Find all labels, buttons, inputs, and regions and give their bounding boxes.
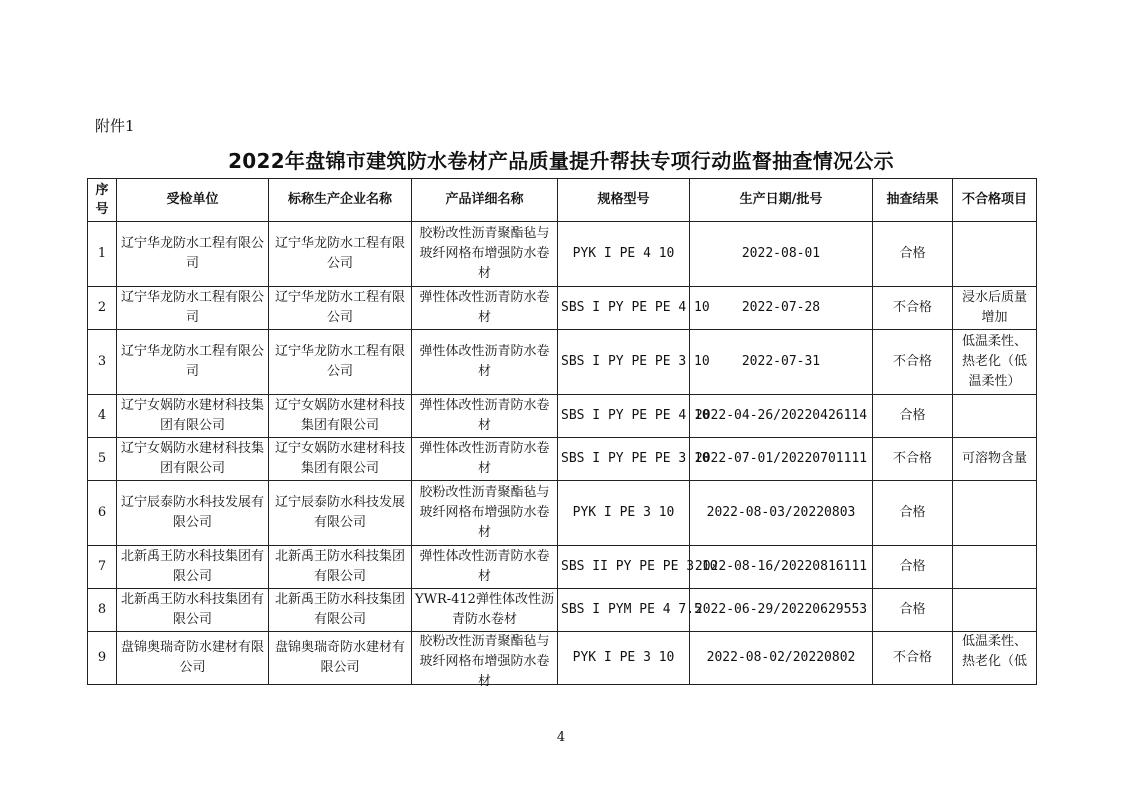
- cell-spec: PYK I PE 3 10: [558, 481, 690, 546]
- header-inspected-unit: 受检单位: [117, 179, 269, 222]
- cell-failed-items: 可溶物含量: [953, 438, 1037, 481]
- cell-date-batch: 2022-06-29/20220629553: [690, 589, 873, 632]
- cell-seq: 9: [88, 632, 117, 685]
- cell-date-batch: 2022-07-28: [690, 287, 873, 330]
- cell-result: 合格: [873, 222, 953, 287]
- table-row: [88, 395, 1037, 438]
- header-result: 抽查结果: [873, 179, 953, 222]
- cell-result: 合格: [873, 589, 953, 632]
- cell-result: 不合格: [873, 330, 953, 395]
- cell-manufacturer: 北新禹王防水科技集团有限公司: [269, 546, 412, 589]
- cell-date-batch: 2022-04-26/20220426114: [690, 395, 873, 438]
- cell-inspected-unit: 辽宁华龙防水工程有限公司: [117, 222, 269, 287]
- cell-product: 胶粉改性沥青聚酯毡与玻纤网格布增强防水卷材: [412, 222, 558, 287]
- cell-seq: 7: [88, 546, 117, 589]
- cell-spec: PYK I PE 4 10: [558, 222, 690, 287]
- attachment-label: 附件1: [95, 117, 135, 135]
- cell-failed-items: 浸水后质量增加: [953, 287, 1037, 330]
- cell-failed-items: [953, 546, 1037, 589]
- cell-manufacturer: 北新禹王防水科技集团有限公司: [269, 589, 412, 632]
- table-row: [88, 546, 1037, 589]
- cell-failed-items: [953, 589, 1037, 632]
- cell-inspected-unit: 辽宁华龙防水工程有限公司: [117, 330, 269, 395]
- table-row: [88, 589, 1037, 632]
- cell-spec: SBS I PY PE PE 4 10: [558, 395, 690, 438]
- page-title: 2022年盘锦市建筑防水卷材产品质量提升帮扶专项行动监督抽查情况公示: [228, 149, 894, 173]
- cell-manufacturer: 辽宁辰泰防水科技发展有限公司: [269, 481, 412, 546]
- cell-spec: SBS I PY PE PE 4 10: [558, 287, 690, 330]
- cell-inspected-unit: 辽宁女娲防水建材科技集团有限公司: [117, 395, 269, 438]
- cell-failed-items: [953, 222, 1037, 287]
- cell-seq: 1: [88, 222, 117, 287]
- cell-spec: SBS I PY PE PE 3 10: [558, 330, 690, 395]
- table-row: [88, 438, 1037, 481]
- cell-inspected-unit: 北新禹王防水科技集团有限公司: [117, 546, 269, 589]
- cell-manufacturer: 辽宁华龙防水工程有限公司: [269, 222, 412, 287]
- cell-spec: PYK I PE 3 10: [558, 632, 690, 685]
- table-row: [88, 330, 1037, 395]
- cell-failed-items: [953, 481, 1037, 546]
- cell-inspected-unit: 辽宁辰泰防水科技发展有限公司: [117, 481, 269, 546]
- cell-seq: 5: [88, 438, 117, 481]
- page-number: 4: [556, 730, 566, 745]
- cell-seq: 3: [88, 330, 117, 395]
- cell-date-batch: 2022-08-03/20220803: [690, 481, 873, 546]
- cell-spec: SBS II PY PE PE 3 10: [558, 546, 690, 589]
- cell-failed-items: [953, 395, 1037, 438]
- cell-date-batch: 2022-08-01: [690, 222, 873, 287]
- cell-product: 弹性体改性沥青防水卷材: [412, 287, 558, 330]
- table-row: [88, 222, 1037, 287]
- cell-product-text: 胶粉改性沥青聚酯毡与玻纤网格布增强防水卷材: [419, 634, 550, 689]
- cell-result: 合格: [873, 481, 953, 546]
- cell-spec: SBS I PYM PE 4 7.5: [558, 589, 690, 632]
- cell-manufacturer: 盘锦奥瑞奇防水建材有限公司: [269, 632, 412, 685]
- table-header-row: [88, 179, 1037, 222]
- header-product: 产品详细名称: [412, 179, 558, 222]
- cell-inspected-unit: 盘锦奥瑞奇防水建材有限公司: [117, 632, 269, 685]
- cell-manufacturer: 辽宁华龙防水工程有限公司: [269, 330, 412, 395]
- cell-product: 弹性体改性沥青防水卷材: [412, 546, 558, 589]
- cell-manufacturer: 辽宁女娲防水建材科技集团有限公司: [269, 438, 412, 481]
- cell-product: 弹性体改性沥青防水卷材: [412, 330, 558, 395]
- cell-product: 弹性体改性沥青防水卷材: [412, 438, 558, 481]
- cell-manufacturer: 辽宁华龙防水工程有限公司: [269, 287, 412, 330]
- header-spec: 规格型号: [558, 179, 690, 222]
- cell-seq: 2: [88, 287, 117, 330]
- cell-date-batch: 2022-08-02/20220802: [690, 632, 873, 685]
- cell-inspected-unit: 辽宁华龙防水工程有限公司: [117, 287, 269, 330]
- cell-result: 不合格: [873, 287, 953, 330]
- cell-inspected-unit: 辽宁女娲防水建材科技集团有限公司: [117, 438, 269, 481]
- header-seq: 序号: [88, 179, 117, 222]
- cell-result: 不合格: [873, 632, 953, 685]
- cell-spec: SBS I PY PE PE 3 10: [558, 438, 690, 481]
- cell-manufacturer: 辽宁女娲防水建材科技集团有限公司: [269, 395, 412, 438]
- cell-inspected-unit: 北新禹王防水科技集团有限公司: [117, 589, 269, 632]
- cell-product: 胶粉改性沥青聚酯毡与玻纤网格布增强防水卷材: [412, 481, 558, 546]
- cell-product: [412, 632, 558, 689]
- table-row: [88, 632, 1037, 685]
- cell-failed-items: [953, 632, 1037, 685]
- cell-result: 不合格: [873, 438, 953, 481]
- cell-date-batch: 2022-07-01/20220701111: [690, 438, 873, 481]
- cell-failed-items: 低温柔性、热老化（低温柔性）: [953, 330, 1037, 395]
- cell-result: 合格: [873, 395, 953, 438]
- inspection-table: [87, 178, 1037, 689]
- cell-date-batch: 2022-08-16/20220816111: [690, 546, 873, 589]
- header-manufacturer: 标称生产企业名称: [269, 179, 412, 222]
- cell-seq: 8: [88, 589, 117, 632]
- cell-seq: 4: [88, 395, 117, 438]
- cell-product: YWR-412弹性体改性沥青防水卷材: [412, 589, 558, 632]
- cell-seq: 6: [88, 481, 117, 546]
- cell-failed-items-text: 低温柔性、热老化（低: [961, 634, 1027, 669]
- header-date-batch: 生产日期/批号: [690, 179, 873, 222]
- table-row: [88, 287, 1037, 330]
- cell-result: 合格: [873, 546, 953, 589]
- header-failed-items: 不合格项目: [953, 179, 1037, 222]
- cell-product: 弹性体改性沥青防水卷材: [412, 395, 558, 438]
- table-row: [88, 481, 1037, 546]
- cell-date-batch: 2022-07-31: [690, 330, 873, 395]
